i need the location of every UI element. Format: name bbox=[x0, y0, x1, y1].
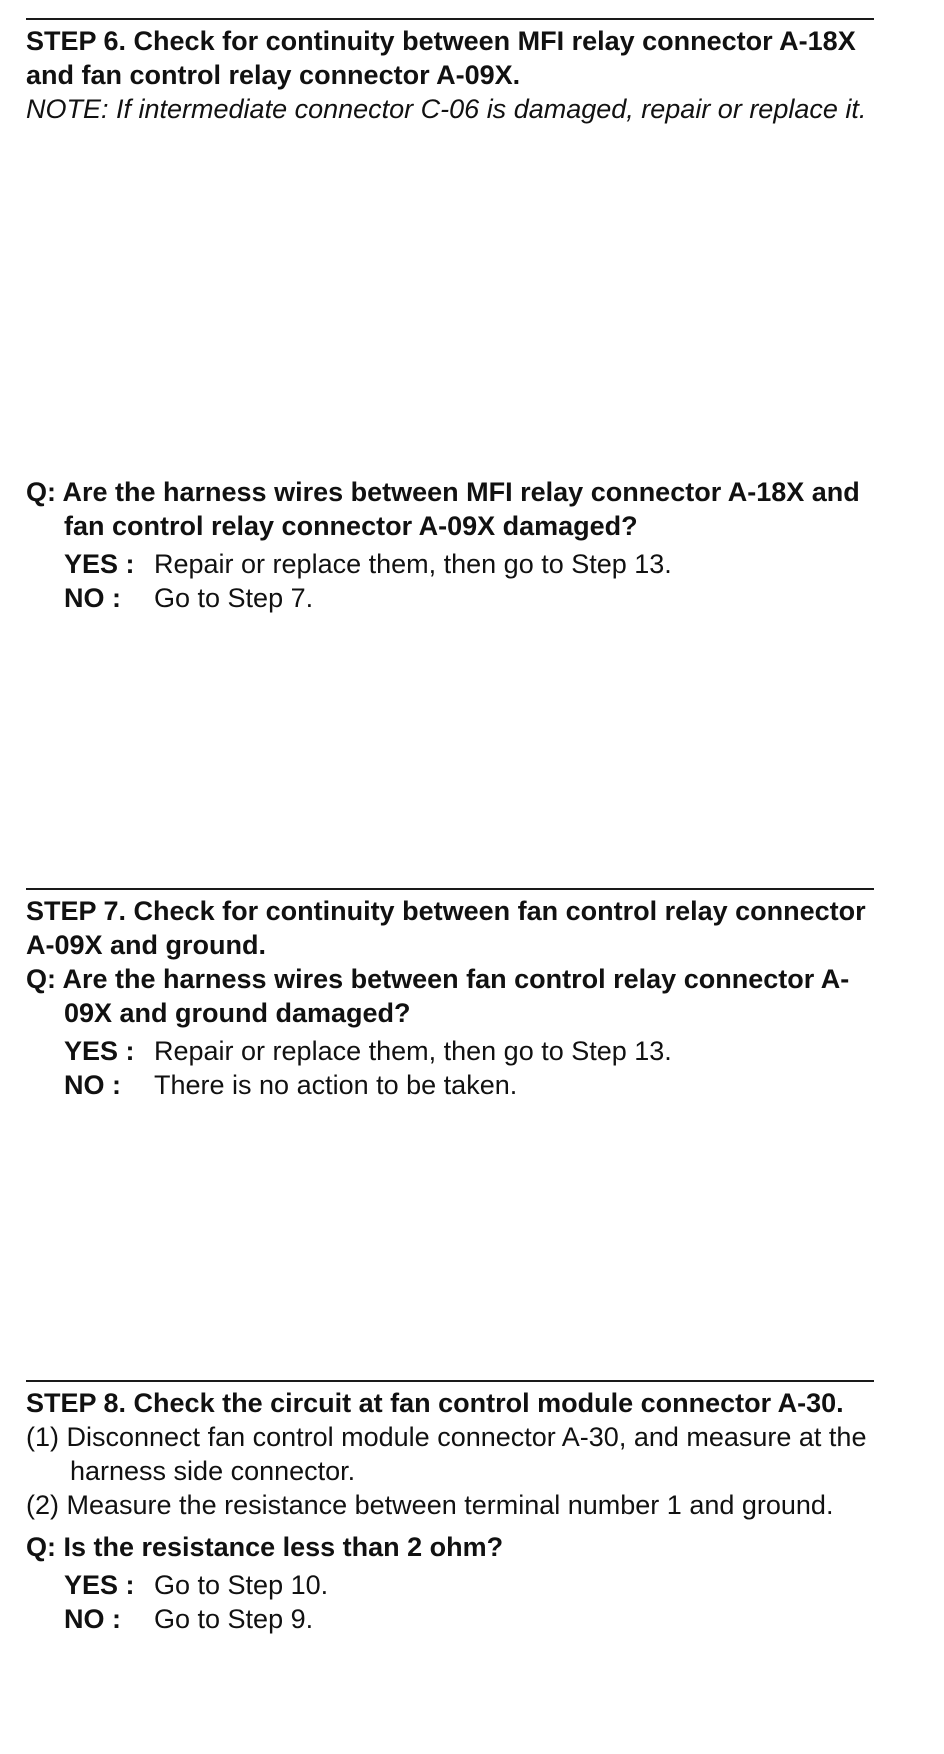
no-text: There is no action to be taken. bbox=[154, 1070, 518, 1100]
step-8-section bbox=[26, 1380, 874, 1636]
step-8-question: Q: Is the resistance less than 2 ohm? bbox=[26, 1532, 504, 1562]
step-6-title: STEP 6. Check for continuity between MFI relay connector A-18X and fan control relay connector A-09X. bbox=[26, 26, 856, 90]
step-7-no-answer bbox=[26, 1068, 874, 1102]
step-7-section bbox=[26, 888, 874, 1102]
no-text: Go to Step 9. bbox=[154, 1604, 314, 1634]
step-8-procedure-1: (1) Disconnect fan control module connector A-30, and measure at the harness side connector. bbox=[26, 1422, 867, 1486]
yes-text: Repair or replace them, then go to Step 13. bbox=[154, 549, 672, 579]
yes-label: YES : bbox=[64, 1036, 135, 1066]
step-8-procedure-2: (2) Measure the resistance between terminal number 1 and ground. bbox=[26, 1490, 834, 1520]
step-6-no-answer bbox=[26, 581, 874, 615]
yes-text: Go to Step 10. bbox=[154, 1570, 329, 1600]
step-6-section bbox=[26, 18, 874, 126]
step-7-title: STEP 7. Check for continuity between fan control relay connector A-09X and ground. bbox=[26, 896, 866, 960]
step-7-question: Q: Are the harness wires between fan control relay connector A-09X and ground damaged? bbox=[26, 964, 850, 1028]
section-divider bbox=[26, 888, 874, 890]
section-divider bbox=[26, 18, 874, 20]
step-6-yes-answer bbox=[26, 547, 874, 581]
step-6-note: NOTE: If intermediate connector C-06 is damaged, repair or replace it. bbox=[26, 94, 867, 124]
yes-label: YES : bbox=[64, 549, 135, 579]
section-divider bbox=[26, 1380, 874, 1382]
step-8-title: STEP 8. Check the circuit at fan control module connector A-30. bbox=[26, 1388, 844, 1418]
yes-text: Repair or replace them, then go to Step 13. bbox=[154, 1036, 672, 1066]
no-label: NO : bbox=[64, 1070, 121, 1100]
step-8-yes-answer bbox=[26, 1568, 874, 1602]
no-label: NO : bbox=[64, 583, 121, 613]
no-text: Go to Step 7. bbox=[154, 583, 314, 613]
step-7-yes-answer bbox=[26, 1034, 874, 1068]
step-8-no-answer bbox=[26, 1602, 874, 1636]
step-6-question-block bbox=[26, 475, 874, 615]
no-label: NO : bbox=[64, 1604, 121, 1634]
yes-label: YES : bbox=[64, 1570, 135, 1600]
step-6-question: Q: Are the harness wires between MFI relay connector A-18X and fan control relay connector A-09X damaged? bbox=[26, 477, 860, 541]
